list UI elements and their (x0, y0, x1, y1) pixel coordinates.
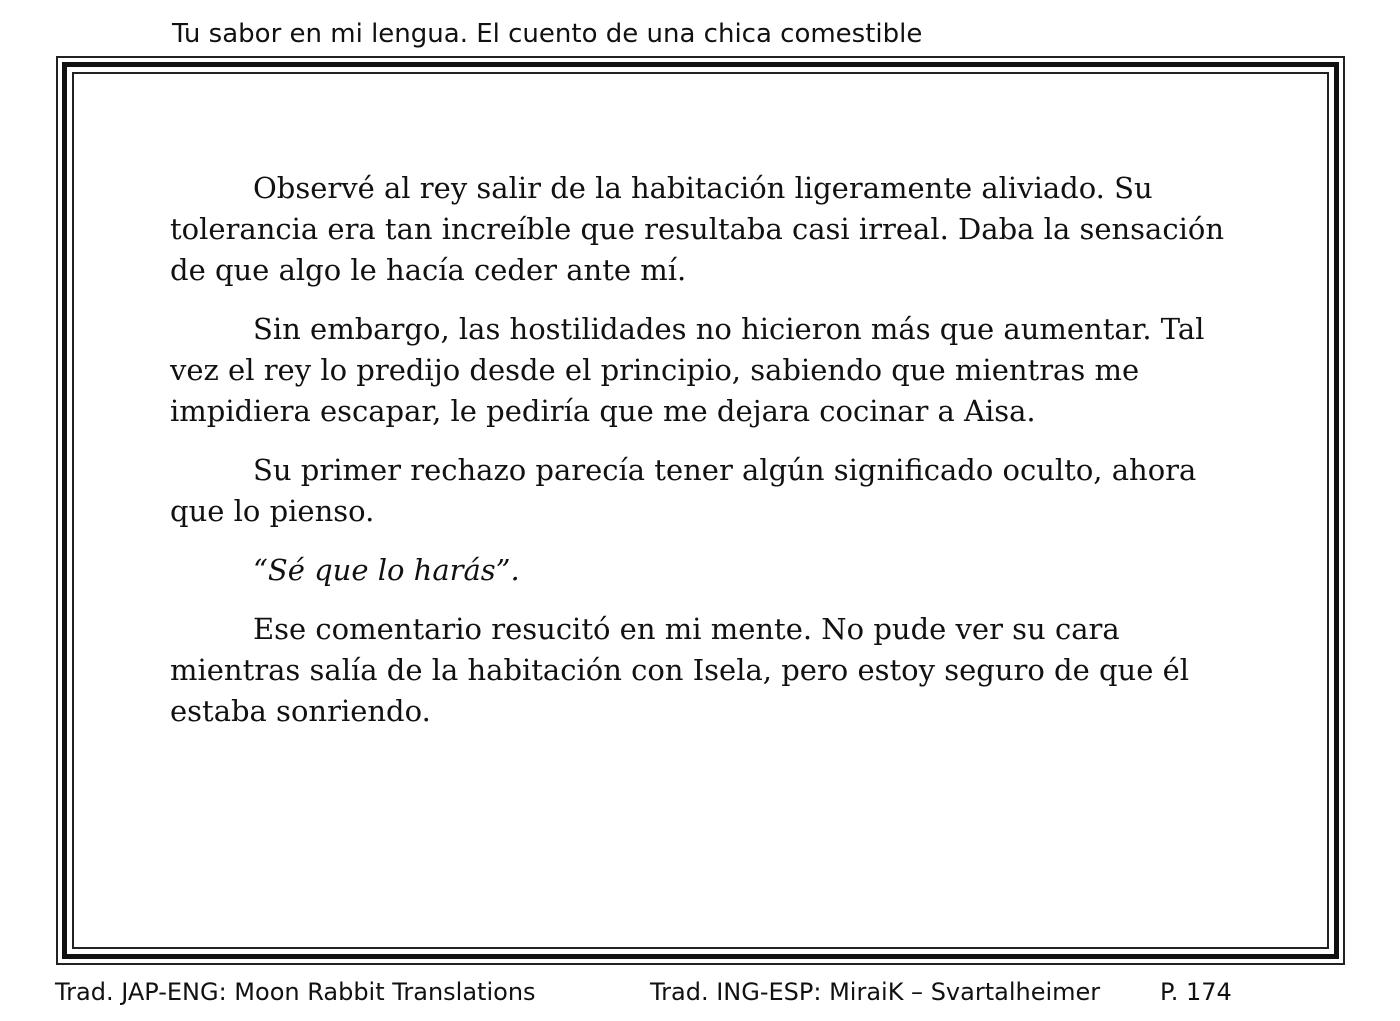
footer-translation-jp-en: Trad. JAP-ENG: Moon Rabbit Translations (55, 978, 536, 1006)
paragraph-2: Sin embargo, las hostilidades no hicieron más que aumentar. Tal vez el rey lo predijo desde el principio, sabiendo que mientras me impidiera escapar, le pediría que me dejara cocinar a Aisa. (170, 312, 1205, 428)
paragraph-5: Ese comentario resucitó en mi mente. No pude ver su cara mientras salía de la habitación con Isela, pero estoy seguro de que él estaba sonriendo. (170, 612, 1190, 728)
paragraph-3: Su primer rechazo parecía tener algún significado oculto, ahora que lo pienso. (170, 453, 1197, 528)
page-body (170, 168, 1240, 750)
footer-translation-en-es: Trad. ING-ESP: MiraiK – Svartalheimer (650, 978, 1101, 1006)
page-number: P. 174 (1160, 978, 1232, 1006)
paragraph-4-quote: “Sé que lo harás”. (253, 553, 520, 587)
page-header-title: Tu sabor en mi lengua. El cuento de una chica comestible (172, 19, 923, 49)
paragraph-1: Observé al rey salir de la habitación ligeramente aliviado. Su tolerancia era tan increíble que resultaba casi irreal. Daba la sensación de que algo le hacía ceder ante mí. (170, 171, 1224, 287)
